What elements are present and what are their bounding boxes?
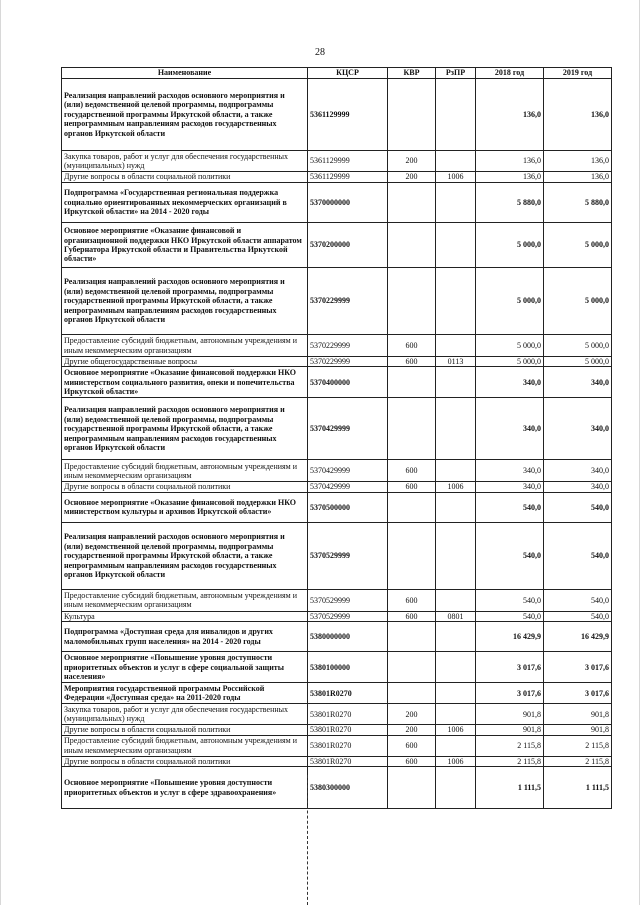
cell-2018: 2 115,8 bbox=[476, 756, 544, 766]
cell-2019: 340,0 bbox=[544, 482, 612, 492]
col-header-kvr: КВР bbox=[388, 68, 436, 79]
header-row bbox=[62, 68, 612, 79]
table-row bbox=[62, 704, 612, 725]
cell-rzpr bbox=[436, 460, 476, 482]
cell-2019: 540,0 bbox=[544, 611, 612, 621]
cell-kcsr: 5370529999 bbox=[308, 611, 388, 621]
cell-rzpr: 1006 bbox=[436, 482, 476, 492]
cell-rzpr bbox=[436, 223, 476, 268]
cell-2019: 2 115,8 bbox=[544, 756, 612, 766]
cell-name: Основное мероприятие «Оказание финансовой и организационной поддержки НКО Иркутской области аппаратом Губернатора Иркутской области и Правительства Иркутской области» bbox=[62, 223, 308, 268]
cell-kcsr: 5370429999 bbox=[308, 398, 388, 460]
table-body bbox=[62, 79, 612, 809]
cell-name: Другие вопросы в области социальной политики bbox=[62, 172, 308, 183]
cell-kcsr: 5370000000 bbox=[308, 183, 388, 223]
table-row bbox=[62, 367, 612, 398]
cell-kvr: 600 bbox=[388, 335, 436, 357]
cell-2018: 540,0 bbox=[476, 522, 544, 589]
cell-2018: 5 000,0 bbox=[476, 335, 544, 357]
table-row bbox=[62, 398, 612, 460]
cell-2019: 1 111,5 bbox=[544, 767, 612, 809]
table-row bbox=[62, 622, 612, 652]
cell-kcsr: 5370529999 bbox=[308, 589, 388, 611]
table-row bbox=[62, 767, 612, 809]
table-row bbox=[62, 482, 612, 492]
cell-2019: 136,0 bbox=[544, 151, 612, 172]
cell-name: Другие общегосударственные вопросы bbox=[62, 357, 308, 367]
cell-rzpr bbox=[436, 683, 476, 704]
table-row bbox=[62, 79, 612, 151]
cell-kvr bbox=[388, 268, 436, 335]
cell-name: Основное мероприятие «Оказание финансовой поддержки НКО министерством социального развития, опеки и попечительства Иркутской области» bbox=[62, 367, 308, 398]
cell-rzpr bbox=[436, 492, 476, 522]
cell-rzpr bbox=[436, 151, 476, 172]
cell-name: Закупка товаров, работ и услуг для обеспечения государственных (муниципальных) нужд bbox=[62, 704, 308, 725]
table-header bbox=[62, 68, 612, 79]
cell-kcsr: 53801R0270 bbox=[308, 683, 388, 704]
cell-rzpr bbox=[436, 735, 476, 756]
col-header-name: Наименование bbox=[62, 68, 308, 79]
cell-name: Предоставление субсидий бюджетным, автономным учреждениям и иным некоммерческим организациям bbox=[62, 335, 308, 357]
col-header-kcsr: КЦСР bbox=[308, 68, 388, 79]
cell-name: Подпрограмма «Доступная среда для инвалидов и других маломобильных групп населения» на 2014 - 2020 годы bbox=[62, 622, 308, 652]
cell-name: Основное мероприятие «Повышение уровня доступности приоритетных объектов и услуг в сфере социальной защиты населения» bbox=[62, 652, 308, 683]
table-row bbox=[62, 611, 612, 621]
cell-kcsr: 5380000000 bbox=[308, 622, 388, 652]
cell-2018: 3 017,6 bbox=[476, 683, 544, 704]
cell-kcsr: 5370229999 bbox=[308, 357, 388, 367]
cell-kvr: 200 bbox=[388, 172, 436, 183]
cell-kcsr: 5380100000 bbox=[308, 652, 388, 683]
cell-2018: 901,8 bbox=[476, 704, 544, 725]
cell-kvr bbox=[388, 183, 436, 223]
scan-left-edge bbox=[0, 0, 1, 905]
cell-name: Реализация направлений расходов основного мероприятия и (или) ведомственной целевой программы, подпрограммы государственной программы Иркутской области, а также непрограммным направлениям расходов государственных органов Иркутской области bbox=[62, 79, 308, 151]
cell-2019: 5 880,0 bbox=[544, 183, 612, 223]
cell-2018: 340,0 bbox=[476, 482, 544, 492]
cell-kcsr: 5361129999 bbox=[308, 172, 388, 183]
cell-name: Предоставление субсидий бюджетным, автономным учреждениям и иным некоммерческим организациям bbox=[62, 589, 308, 611]
cell-kcsr: 5370529999 bbox=[308, 522, 388, 589]
cell-kcsr: 53801R0270 bbox=[308, 756, 388, 766]
table-row bbox=[62, 268, 612, 335]
cell-kvr bbox=[388, 683, 436, 704]
col-header-2019: 2019 год bbox=[544, 68, 612, 79]
cell-rzpr bbox=[436, 183, 476, 223]
cell-2018: 340,0 bbox=[476, 460, 544, 482]
col-header-2018: 2018 год bbox=[476, 68, 544, 79]
cell-name: Мероприятия государственной программы Российской Федерации «Доступная среда» на 2011-2020 годы bbox=[62, 683, 308, 704]
cell-2018: 340,0 bbox=[476, 367, 544, 398]
cell-2019: 136,0 bbox=[544, 172, 612, 183]
table-row bbox=[62, 522, 612, 589]
cell-rzpr bbox=[436, 335, 476, 357]
cell-rzpr: 0113 bbox=[436, 357, 476, 367]
cell-rzpr bbox=[436, 398, 476, 460]
cell-kcsr: 53801R0270 bbox=[308, 704, 388, 725]
cell-kvr bbox=[388, 367, 436, 398]
table-row bbox=[62, 589, 612, 611]
table-row bbox=[62, 652, 612, 683]
cell-kcsr: 5370400000 bbox=[308, 367, 388, 398]
cell-kcsr: 53801R0270 bbox=[308, 725, 388, 735]
cell-rzpr bbox=[436, 589, 476, 611]
cell-2019: 901,8 bbox=[544, 704, 612, 725]
table-row bbox=[62, 756, 612, 766]
cell-2019: 540,0 bbox=[544, 522, 612, 589]
cell-kcsr: 53801R0270 bbox=[308, 735, 388, 756]
cell-kvr bbox=[388, 767, 436, 809]
cell-2018: 540,0 bbox=[476, 492, 544, 522]
cell-kvr: 600 bbox=[388, 482, 436, 492]
cell-2019: 540,0 bbox=[544, 589, 612, 611]
cell-name: Другие вопросы в области социальной политики bbox=[62, 756, 308, 766]
cell-2018: 340,0 bbox=[476, 398, 544, 460]
cell-name: Реализация направлений расходов основного мероприятия и (или) ведомственной целевой программы, подпрограммы государственной программы Иркутской области, а также непрограммным направлениям расходов государственных органов Иркутской области bbox=[62, 522, 308, 589]
cell-2018: 5 000,0 bbox=[476, 223, 544, 268]
cell-rzpr bbox=[436, 652, 476, 683]
cell-kcsr: 5370429999 bbox=[308, 460, 388, 482]
cell-rzpr bbox=[436, 622, 476, 652]
cell-2018: 16 429,9 bbox=[476, 622, 544, 652]
cell-2018: 5 880,0 bbox=[476, 183, 544, 223]
cell-name: Подпрограмма «Государственная региональная поддержка социально ориентированных некоммерческих организаций в Иркутской области» на 2014 - 2020 годы bbox=[62, 183, 308, 223]
table-row bbox=[62, 735, 612, 756]
page-number: 28 bbox=[315, 47, 325, 58]
cell-2019: 540,0 bbox=[544, 492, 612, 522]
table-row bbox=[62, 357, 612, 367]
table-row bbox=[62, 183, 612, 223]
cell-2018: 136,0 bbox=[476, 151, 544, 172]
cell-rzpr: 1006 bbox=[436, 172, 476, 183]
cell-kvr: 600 bbox=[388, 589, 436, 611]
cell-name: Культура bbox=[62, 611, 308, 621]
cell-name: Реализация направлений расходов основного мероприятия и (или) ведомственной целевой программы, подпрограммы государственной программы Иркутской области, а также непрограммным направлениям расходов государственных органов Иркутской области bbox=[62, 268, 308, 335]
cell-kcsr: 5370429999 bbox=[308, 482, 388, 492]
cell-kvr: 200 bbox=[388, 704, 436, 725]
cell-2019: 5 000,0 bbox=[544, 268, 612, 335]
cell-2018: 5 000,0 bbox=[476, 357, 544, 367]
cell-2018: 3 017,6 bbox=[476, 652, 544, 683]
cell-rzpr: 0801 bbox=[436, 611, 476, 621]
table-row bbox=[62, 460, 612, 482]
table-row bbox=[62, 335, 612, 357]
cell-2019: 136,0 bbox=[544, 79, 612, 151]
table-row bbox=[62, 223, 612, 268]
cell-rzpr bbox=[436, 767, 476, 809]
cell-kvr bbox=[388, 223, 436, 268]
cell-name: Предоставление субсидий бюджетным, автономным учреждениям и иным некоммерческим организациям bbox=[62, 460, 308, 482]
cell-name: Другие вопросы в области социальной политики bbox=[62, 725, 308, 735]
cell-rzpr: 1006 bbox=[436, 725, 476, 735]
cell-kcsr: 5370229999 bbox=[308, 268, 388, 335]
cell-kvr bbox=[388, 522, 436, 589]
cell-2019: 340,0 bbox=[544, 398, 612, 460]
cell-2019: 5 000,0 bbox=[544, 335, 612, 357]
table-row bbox=[62, 172, 612, 183]
cell-2019: 16 429,9 bbox=[544, 622, 612, 652]
cell-kvr: 200 bbox=[388, 725, 436, 735]
cell-2019: 3 017,6 bbox=[544, 652, 612, 683]
table-row bbox=[62, 683, 612, 704]
table-row bbox=[62, 725, 612, 735]
vertical-continuation-line bbox=[307, 775, 308, 905]
cell-kvr bbox=[388, 652, 436, 683]
cell-kcsr: 5370200000 bbox=[308, 223, 388, 268]
cell-rzpr: 1006 bbox=[436, 756, 476, 766]
cell-2018: 901,8 bbox=[476, 725, 544, 735]
cell-2018: 136,0 bbox=[476, 172, 544, 183]
table-row bbox=[62, 151, 612, 172]
cell-kcsr: 5380300000 bbox=[308, 767, 388, 809]
col-header-rzpr: РзПР bbox=[436, 68, 476, 79]
cell-kvr: 600 bbox=[388, 756, 436, 766]
cell-2019: 340,0 bbox=[544, 460, 612, 482]
cell-name: Закупка товаров, работ и услуг для обеспечения государственных (муниципальных) нужд bbox=[62, 151, 308, 172]
cell-kvr bbox=[388, 492, 436, 522]
cell-kcsr: 5361129999 bbox=[308, 79, 388, 151]
cell-kcsr: 5370229999 bbox=[308, 335, 388, 357]
cell-kvr bbox=[388, 622, 436, 652]
cell-name: Реализация направлений расходов основного мероприятия и (или) ведомственной целевой программы, подпрограммы государственной программы Иркутской области, а также непрограммным направлениям расходов государственных органов Иркутской области bbox=[62, 398, 308, 460]
cell-rzpr bbox=[436, 79, 476, 151]
cell-name: Основное мероприятие «Повышение уровня доступности приоритетных объектов и услуг в сфере здравоохранения» bbox=[62, 767, 308, 809]
cell-rzpr bbox=[436, 522, 476, 589]
cell-kvr bbox=[388, 79, 436, 151]
cell-kvr bbox=[388, 398, 436, 460]
cell-kvr: 600 bbox=[388, 735, 436, 756]
cell-rzpr bbox=[436, 367, 476, 398]
cell-2018: 1 111,5 bbox=[476, 767, 544, 809]
cell-2019: 340,0 bbox=[544, 367, 612, 398]
cell-rzpr bbox=[436, 268, 476, 335]
cell-kvr: 200 bbox=[388, 151, 436, 172]
table-row bbox=[62, 492, 612, 522]
cell-2019: 5 000,0 bbox=[544, 223, 612, 268]
cell-2018: 136,0 bbox=[476, 79, 544, 151]
cell-rzpr bbox=[436, 704, 476, 725]
cell-kvr: 600 bbox=[388, 357, 436, 367]
cell-2019: 2 115,8 bbox=[544, 735, 612, 756]
cell-2018: 540,0 bbox=[476, 611, 544, 621]
cell-kvr: 600 bbox=[388, 611, 436, 621]
cell-kvr: 600 bbox=[388, 460, 436, 482]
cell-name: Основное мероприятие «Оказание финансовой поддержки НКО министерством культуры и архивов Иркутской области» bbox=[62, 492, 308, 522]
cell-2019: 901,8 bbox=[544, 725, 612, 735]
cell-kcsr: 5370500000 bbox=[308, 492, 388, 522]
cell-name: Другие вопросы в области социальной политики bbox=[62, 482, 308, 492]
cell-kcsr: 5361129999 bbox=[308, 151, 388, 172]
cell-name: Предоставление субсидий бюджетным, автономным учреждениям и иным некоммерческим организациям bbox=[62, 735, 308, 756]
cell-2018: 2 115,8 bbox=[476, 735, 544, 756]
cell-2019: 3 017,6 bbox=[544, 683, 612, 704]
cell-2018: 540,0 bbox=[476, 589, 544, 611]
budget-table bbox=[61, 67, 612, 809]
cell-2018: 5 000,0 bbox=[476, 268, 544, 335]
cell-2019: 5 000,0 bbox=[544, 357, 612, 367]
